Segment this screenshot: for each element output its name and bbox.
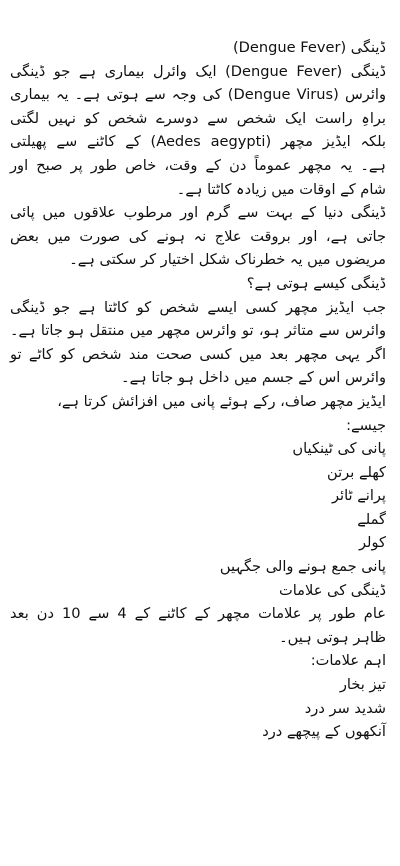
main-symptoms-label: اہم علامات: <box>310 652 386 670</box>
spread-line: ڈینگی دنیا کے بہت سے گرم اور مرطوب علاقوں میں پائی <box>10 204 386 222</box>
main-symptoms-list <box>10 673 386 744</box>
intro-paragraph <box>10 60 386 202</box>
symptoms-line: عام طور پر علامات مچھر کے کاٹنے کے 4 سے 10 دن بعد <box>10 605 386 623</box>
how-line: وائرس اس کے جسم میں داخل ہو جاتا ہے۔ <box>121 369 386 387</box>
list-item: گملے <box>357 510 386 528</box>
spread-paragraph <box>10 201 386 272</box>
how-line: وائرس سے متاثر ہو، تو وائرس مچھر میں منتقل ہو جاتا ہے۔ <box>10 322 386 340</box>
list-item: کولر <box>359 534 386 552</box>
how-heading: ڈینگی کیسے ہوتی ہے؟ <box>246 274 386 292</box>
breeding-intro: ایڈیز مچھر صاف، رکے ہوئے پانی میں افزائش کرتا ہے، <box>57 392 386 410</box>
symptoms-line: ظاہر ہوتی ہیں۔ <box>279 628 386 646</box>
intro-line: شام کے اوقات میں زیادہ کاٹتا ہے۔ <box>176 180 386 198</box>
list-item: پانی جمع ہونے والی جگہیں <box>219 558 386 576</box>
symptoms-heading: ڈینگی کی علامات <box>279 581 386 599</box>
such-as-label: جیسے: <box>346 416 386 434</box>
list-item: تیز بخار <box>339 676 386 694</box>
list-item: آنکھوں کے پیچھے درد <box>262 723 386 741</box>
document-title: ڈینگی (Dengue Fever) <box>232 39 386 56</box>
intro-line: وائرس (Dengue Virus) کی وجہ سے ہوتی ہے۔ یہ بیماری <box>10 86 386 104</box>
intro-line: براہِ راست ایک شخص سے دوسرے شخص کو نہیں لگتی <box>10 109 386 127</box>
intro-line: ہے۔ یہ مچھر عموماً دن کے وقت، خاص طور پر صبح اور <box>10 156 386 174</box>
spread-line: مریضوں میں یہ خطرناک شکل اختیار کر سکتی ہے۔ <box>69 251 386 269</box>
how-paragraph <box>10 296 386 390</box>
symptoms-paragraph <box>10 602 386 649</box>
list-item: پرانے ٹائر <box>331 487 386 505</box>
spread-line: جاتی ہے، اور بروقت علاج نہ ہونے کی صورت میں بعض <box>10 227 386 245</box>
intro-line: ڈینگی (Dengue Fever) ایک وائرل بیماری ہے جو ڈینگی <box>10 62 386 80</box>
intro-line: بلکہ ایڈیز مچھر (Aedes aegypti) کے کاٹنے سے پھیلتی <box>10 133 386 151</box>
list-item: کھلے برتن <box>327 463 386 481</box>
list-item: شدید سر درد <box>304 699 386 717</box>
breeding-places-list <box>10 437 386 579</box>
list-item: پانی کی ٹینکیاں <box>292 440 386 458</box>
how-line: جب ایڈیز مچھر کسی ایسے شخص کو کاٹتا ہے جو ڈینگی <box>10 298 386 316</box>
how-line: اگر یہی مچھر بعد میں کسی صحت مند شخص کو کاٹے تو <box>10 345 386 363</box>
